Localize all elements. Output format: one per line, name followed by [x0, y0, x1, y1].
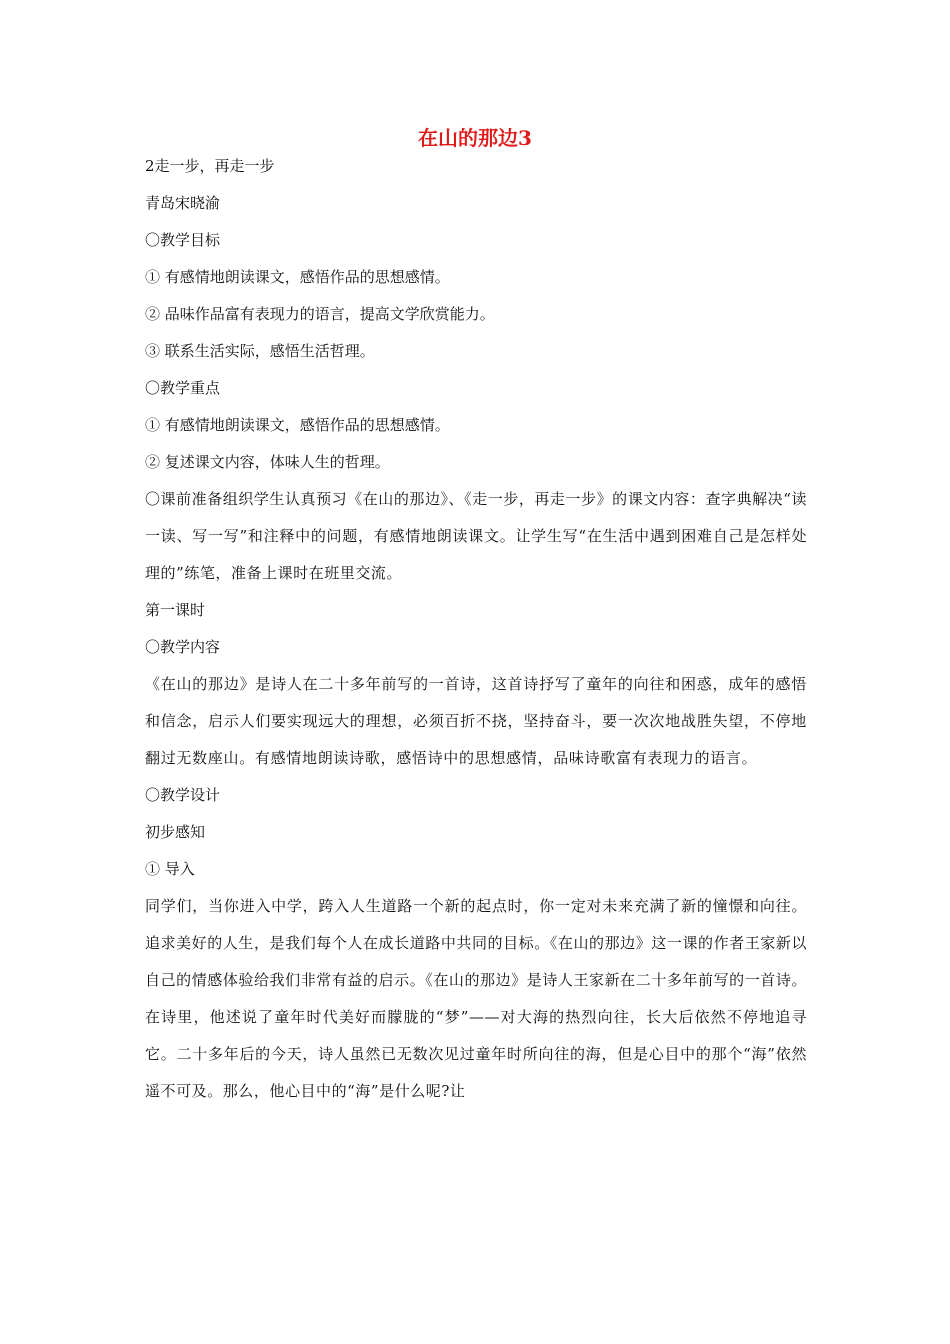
- content-paragraph: 《在山的那边》是诗人在二十多年前写的一首诗，这首诗抒写了童年的向往和困惑，成年的感悟和信念，启示人们要实现远大的理想，必须百折不挠，坚持奋斗，要一次次地战胜失望，不停地翻过无数座山。有感情地朗读诗歌，感悟诗中的思想感情，品味诗歌富有表现力的语言。: [145, 675, 807, 767]
- section-heading-goals: 〇教学目标: [145, 231, 221, 249]
- lesson-heading: 第一课时: [145, 601, 206, 619]
- section-heading-focus: 〇教学重点: [145, 379, 221, 397]
- preparation-paragraph: 〇课前准备组织学生认真预习《在山的那边》、《走一步，再走一步》的课文内容：查字典解决“读一读、写一写”和注释中的问题，有感情地朗读课文。让学生写“在生活中遇到困难自己是怎样处理的”练笔，准备上课时在班里交流。: [145, 490, 807, 582]
- goal-item-3: ③ 联系生活实际，感悟生活哲理。: [145, 342, 375, 360]
- focus-item-1: ① 有感情地朗读课文，感悟作品的思想感情。: [145, 416, 450, 434]
- section-heading-design: 〇教学设计: [145, 786, 221, 804]
- goal-item-1: ① 有感情地朗读课文，感悟作品的思想感情。: [145, 268, 450, 286]
- subheading-intro: 初步感知: [145, 823, 206, 841]
- document-body: [145, 148, 807, 1110]
- lead-paragraph: 同学们，当你进入中学，跨入人生道路一个新的起点时，你一定对未来充满了新的憧憬和向往。追求美好的人生，是我们每个人在成长道路中共同的目标。《在山的那边》这一课的作者王家新以自己的情感体验给我们非常有益的启示。《在山的那边》是诗人王家新在二十多年前写的一首诗。在诗里，他述说了童年时代美好而朦胧的“梦”——对大海的热烈向往，长大后依然不停地追寻它。二十多年后的今天，诗人虽然已无数次见过童年时所向往的海，但是心目中的那个“海”依然遥不可及。那么，他心目中的“海”是什么呢?让: [145, 897, 807, 1100]
- goal-item-2: ② 品味作品富有表现力的语言，提高文学欣赏能力。: [145, 305, 495, 323]
- lesson-number-line: 2走一步，再走一步: [145, 157, 275, 175]
- focus-item-2: ② 复述课文内容，体味人生的哲理。: [145, 453, 390, 471]
- section-heading-content: 〇教学内容: [145, 638, 221, 656]
- subheading-lead: ① 导入: [145, 860, 195, 878]
- author-line: 青岛宋晓渝: [145, 194, 221, 212]
- document-title: 在山的那边3: [418, 126, 532, 150]
